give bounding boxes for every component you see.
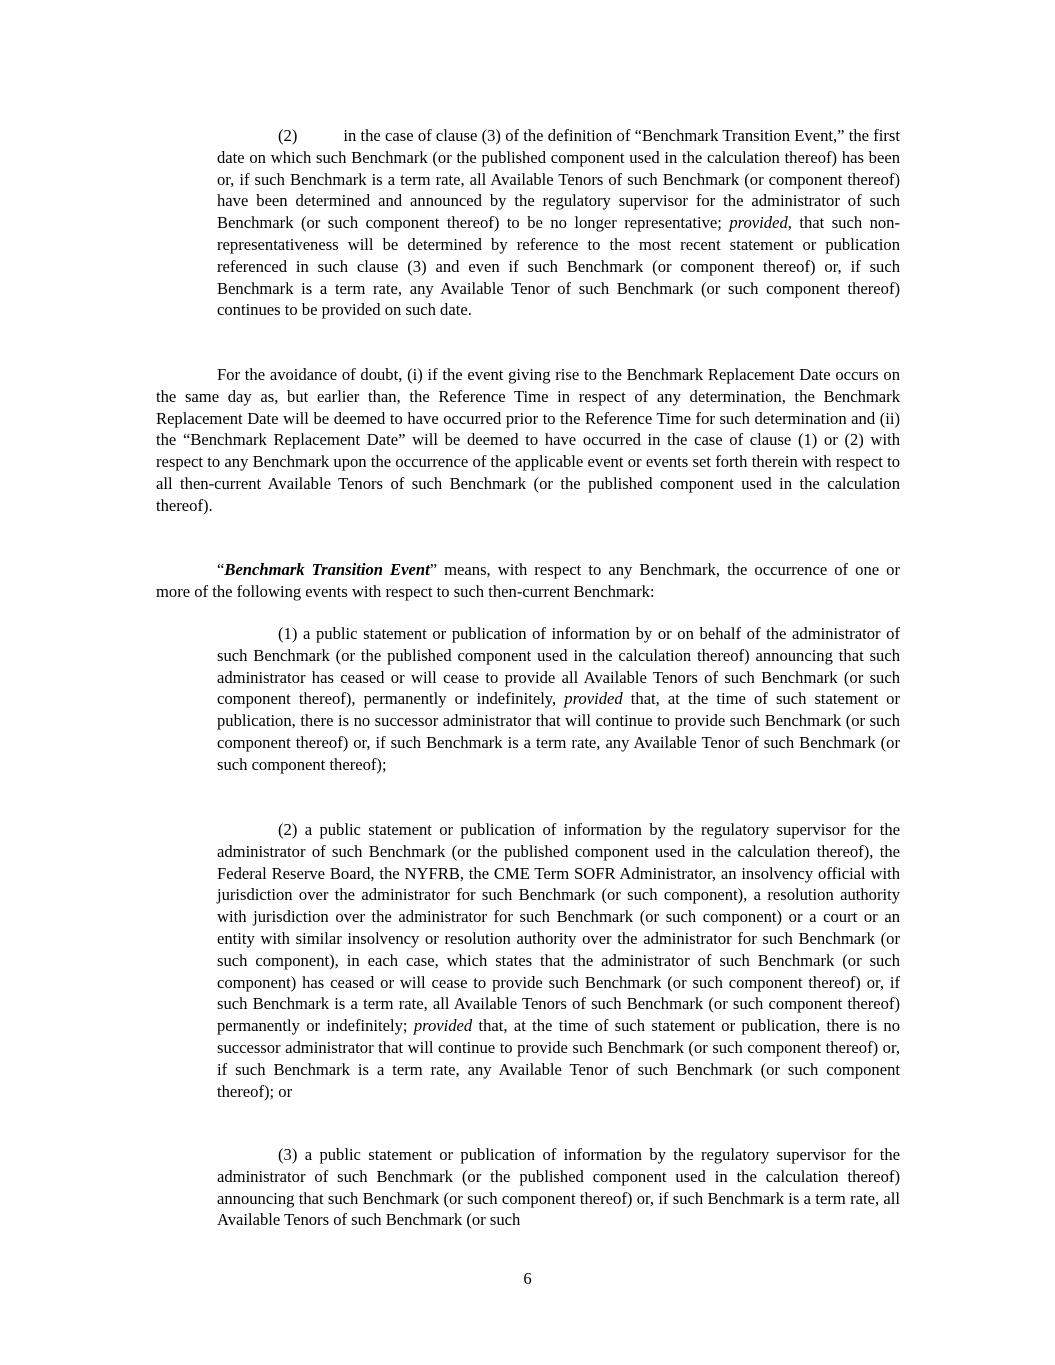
transition-event-2 — [217, 819, 900, 1102]
benchmark-transition-event-definition — [156, 559, 900, 603]
open-quote: “ — [217, 560, 225, 579]
clause-text: in the case of clause (3) of the definition of “Benchmark Transition Event,” the first date on which such Benchmark (or the published component used in the calculation thereof) has been or, if such Benchmark is a term rate, all Available Tenors of such Benchmark (or component thereof) have been determined and announced by the regulatory supervisor for the administrator of such Benchmark (or such component thereof) to be no longer representative; — [217, 126, 900, 233]
event-text: (2) a public statement or publication of information by the regulatory supervisor for the administrator of such Benchmark (or the published component used in the calculation thereof), the Federal Reserve Board, the NYFRB, the CME Term SOFR Administrator, an insolvency official with jurisdiction over the administrator for such Benchmark (or such component), a resolution authority with jurisdiction over the administrator for such Benchmark (or such component) or a court or an entity with similar insolvency or resolution authority over the administrator for such Benchmark (or such component), in each case, which states that the administrator of such Benchmark (or such component) has ceased or will cease to provide such Benchmark (or such component thereof) or, if such Benchmark is a term rate, all Available Tenors of such Benchmark (or such component thereof) permanently or indefinitely; — [217, 820, 900, 1036]
avoidance-of-doubt-paragraph: For the avoidance of doubt, (i) if the event giving rise to the Benchmark Replacement Date occurs on the same day as, but earlier than, the Reference Time in respect of any determination, the Benchmark Replacement Date will be deemed to have occurred prior to the Reference Time for such determination and (ii) the “Benchmark Replacement Date” will be deemed to have occurred in the case of clause (1) or (2) with respect to any Benchmark upon the occurrence of the applicable event or events set forth therein with respect to all then-current Available Tenors of such Benchmark (or the published component used in the calculation thereof). — [156, 365, 900, 515]
event-text-continued: that, at the time of such statement or publication, there is no successor administrator that will continue to provide such Benchmark (or such component thereof) or, if such Benchmark is a term rate, any Available Tenor of such Benchmark (or such component thereof); — [217, 689, 901, 774]
page-number: 6 — [523, 1269, 532, 1288]
definition-text: means, with respect to any Benchmark, the occurrence of one or more of the following events with respect to such then-current Benchmark: — [156, 560, 900, 601]
close-quote: ” — [429, 560, 438, 579]
italic-proviso: provided — [413, 1016, 473, 1036]
clause-label: (2) — [278, 126, 298, 145]
defined-term: Benchmark Transition Event — [224, 560, 430, 579]
italic-proviso: provided — [564, 689, 623, 709]
clause-2-replacement-date — [217, 125, 900, 321]
event-text-continued: that, at the time of such statement or publication, there is no successor administrator that will continue to provide such Benchmark (or such component thereof) or, if such Benchmark is a term rate, any Available Tenor of such Benchmark (or such component thereof); or — [217, 1016, 900, 1101]
clause-text-continued: , that such non-representativeness will be determined by reference to the most recent statement or publication referenced in such clause (3) and even if such Benchmark (or component thereof) or, if such Benchmark is a term rate, any Available Tenor of such Benchmark (or such component thereof) continues to be provided on such date. — [217, 213, 901, 320]
italic-proviso: provided — [729, 213, 788, 233]
transition-event-1 — [217, 623, 900, 776]
transition-event-3: (3) a public statement or publication of information by the regulatory supervisor for the administrator of such Benchmark (or the published component used in the calculation thereof) announcing that such Benchmark (or such component thereof) or, if such Benchmark is a term rate, all Available Tenors of such Benchmark (or such — [217, 1145, 900, 1230]
event-text: (1) a public statement or publication of information by or on behalf of the administrator of such Benchmark (or the published component used in the calculation thereof) announcing that such administrator has ceased or will cease to provide all Available Tenors of such Benchmark (or such component thereof), permanently or indefinitely, — [217, 624, 900, 709]
